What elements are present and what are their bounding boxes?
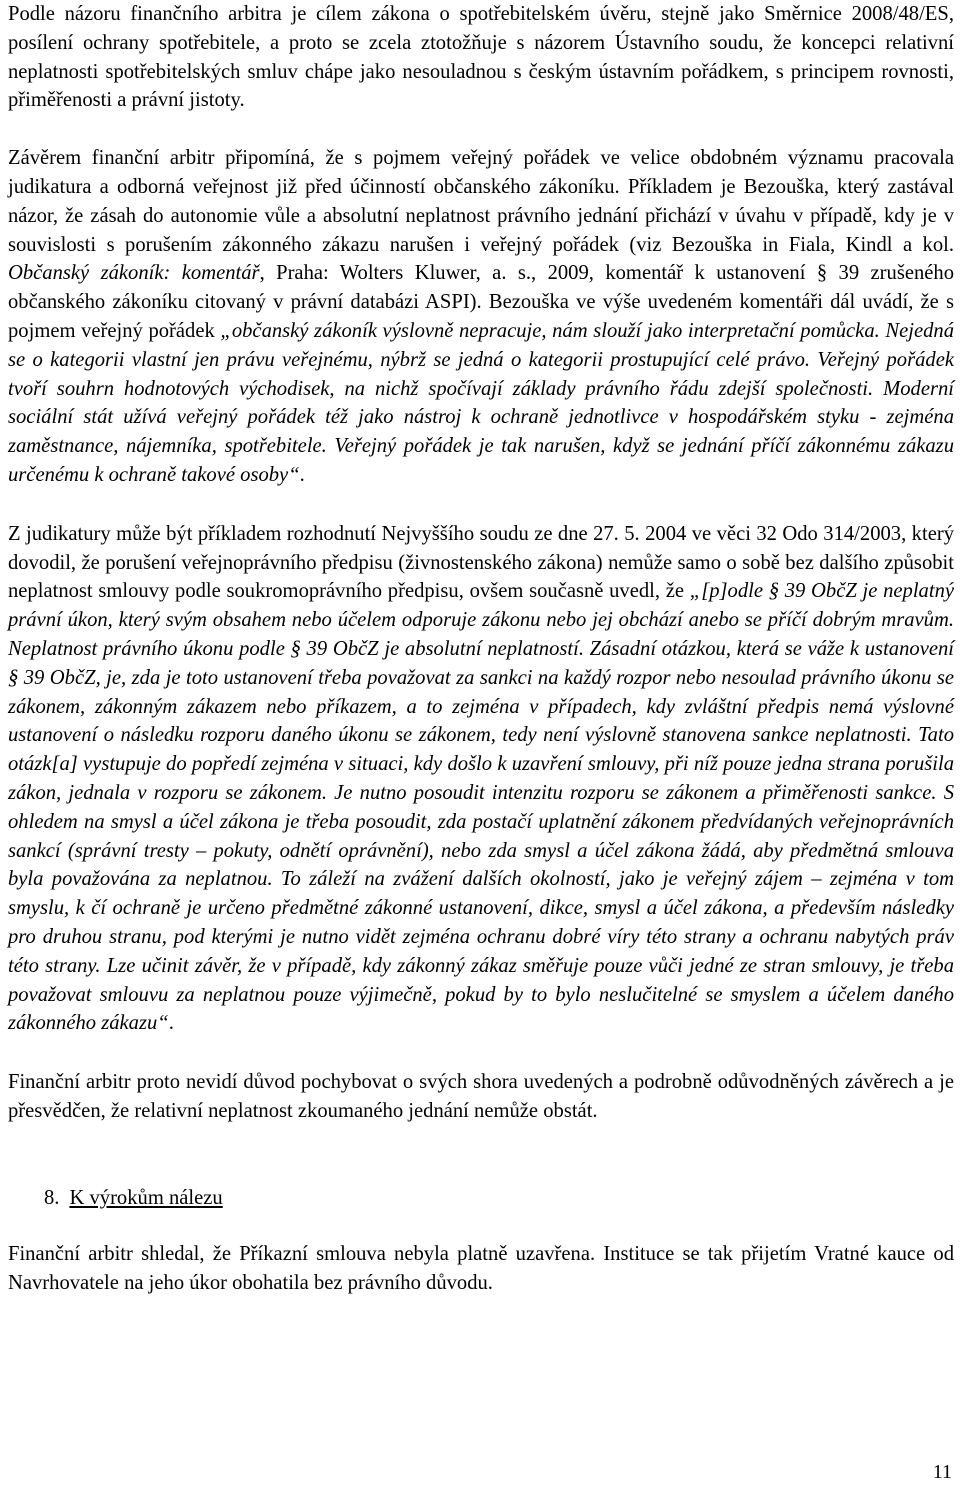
paragraph-case-law — [8, 520, 954, 1038]
paragraph-public-order-text-1: Závěrem finanční arbitr připomíná, že s pojmem veřejný pořádek ve velice obdobném významu pracovala judikatura a odborná veřejnost již před účinností občanského zákoníku. Příkladem je Bezouška, který zastával názor, že zásah do autonomie vůle a absolutní neplatnost právního jednání přichází v úvahu v případě, kdy je v souvislosti s porušením zákonného zákazu narušen i veřejný pořádek (viz Bezouška in Fiala, Kindl a kol. — [8, 147, 954, 256]
paragraph-arbiter-opinion: Podle názoru finančního arbitra je cílem zákona o spotřebitelském úvěru, stejně jako Směrnice 2008/48/ES, posílení ochrany spotřebitele, a proto se zcela ztotožňuje s názorem Ústavního soudu, že koncepci relativní neplatnosti spotřebitelských smluv chápe jako nesouladnou s českým ústavním pořádkem, s principem rovnosti, přiměřenosti a právní jistoty. — [8, 3, 954, 112]
paragraph-case-law-end: . — [168, 1012, 174, 1035]
paragraph-public-order-text-2: , Praha: Wolters Kluwer, a. s., 2009, komentář k ustanovení § 39 zrušeného občanského zákoníku citovaný v právní databázi ASPI). Bezouška ve výše uvedeném komentáři dál uvádí, že s pojmem veřejný pořádek — [8, 262, 955, 342]
quote-bezouska: „občanský zákoník výslovně nepracuje, nám slouží jako interpretační pomůcka. Nejedná se o kategorii vlastní jen právu veřejnému, nýbrž se jedná o kategorii prostupující celé právo. Veřejný pořádek tvoří souhrn hodnotových východisek, na nichž spočívají základy právního řádu zdejší společnosti. Moderní sociální stát užívá veřejný pořádek též jako nástroj k ochraně jednotlivce v hospodářském styku - zejména zaměstnance, nájemníka, spotřebitele. Veřejný pořádek je tak narušen, když se jednání příčí zákonnému zákazu určenému k ochraně takové osoby“ — [8, 319, 954, 486]
section-title: K výrokům nálezu — [69, 1186, 223, 1209]
citation-title: Občanský zákoník: komentář — [8, 262, 260, 285]
section-number: 8. — [44, 1186, 60, 1209]
page-number: 11 — [932, 1461, 952, 1483]
quote-supreme-court: „[p]odle § 39 ObčZ je neplatný právní úkon, který svým obsahem nebo účelem odporuje zákonu nebo jej obchází anebo se příčí dobrým mravům. Neplatnost právního úkonu podle § 39 ObčZ je absolutní neplatností. Zásadní otázkou, která se váže k ustanovení § 39 ObčZ, je, zda je toto ustanovení třeba považovat za sankci na každý rozpor nebo nesoulad právního úkonu se zákonem, zákonným zákazem nebo příkazem, a to zejména v případech, kdy zvláštní předpis nemá výslovné ustanovení o následku rozporu daného úkonu se zákonem, tedy není výslovně stanovena sankce neplatnosti. Tato otázk[a] vystupuje do popředí zejména v situaci, kdy došlo k uzavření smlouvy, při níž pouze jedna strana porušila zákon, jednala v rozporu se zákonem. Je nutno posoudit intenzitu rozporu se zákonem a přiměřenosti sankce. S ohledem na smysl a účel zákona je třeba posoudit, zda postačí uplatnění zákonem předvídaných veřejnoprávních sankcí (správní tresty – pokuty, odnětí oprávnění), nebo zda smysl a účel zákona žádá, aby předmětná smlouva byla považována za neplatnou. To záleží na zvážení dalších okolností, jako je veřejný zájem – zejména v tom smyslu, k čí ochraně je určeno předmětné zákonné ustanovení, dikce, smysl a účel zákona, a především následky pro druhou stranu, pod kterými je nutno vidět zejména ochranu dobré víry této strany a ochranu nabytých práv této strany. Lze učinit závěr, že v případě, kdy zákonný zákaz směřuje pouze vůči jedné ze stran smlouvy, je třeba považovat smlouvu za neplatnou pouze výjimečně, pokud by to bylo neslučitelné se smyslem a účelem daného zákonného zákazu“ — [8, 580, 954, 1035]
paragraph-public-order-end: . — [299, 463, 305, 486]
document-page — [8, 0, 954, 1298]
paragraph-finding: Finanční arbitr shledal, že Příkazní smlouva nebyla platně uzavřena. Instituce se tak přijetím Vratné kauce od Navrhovatele na jeho úkor obohatila bez právního důvodu. — [8, 1243, 954, 1295]
paragraph-conclusion: Finanční arbitr proto nevidí důvod pochybovat o svých shora uvedených a podrobně odůvodněných závěrech a je přesvědčen, že relativní neplatnost zkoumaného jednání nemůže obstát. — [8, 1071, 954, 1122]
paragraph-public-order — [8, 144, 954, 490]
paragraph-case-law-text: Z judikatury může být příkladem rozhodnutí Nejvyššího soudu ze dne 27. 5. 2004 ve věci 32 Odo 314/2003, který dovodil, že porušení veřejnoprávního předpisu (živnostenského zákona) nemůže samo o sobě bez dalšího způsobit neplatnost smlouvy podle soukromoprávního předpisu, ovšem současně uvedl, že — [8, 522, 954, 603]
section-heading — [8, 1184, 954, 1213]
